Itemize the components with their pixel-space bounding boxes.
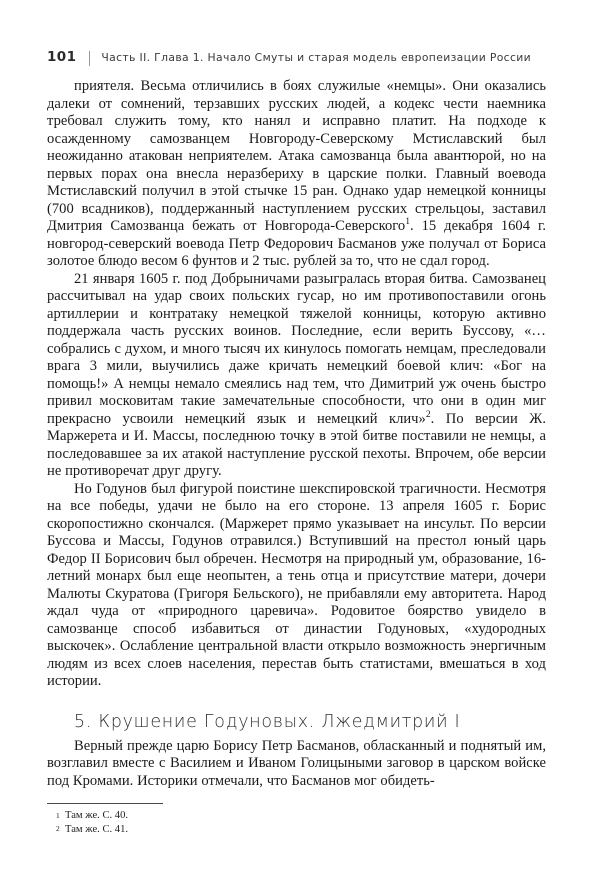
footnote-item [47, 809, 546, 823]
paragraph-4: Верный прежде царю Борису Петр Басманов, обласканный и поднятый им, возглавил вместе с Василием и Иваном Голицыными заговор в царском войске под Кромами. Историки отмечали, что Басманов мог обидеть- [47, 737, 546, 789]
footnote-marker: 1 [56, 810, 60, 820]
footnote-ref-1[interactable]: 1 [405, 216, 411, 228]
text-block [47, 78, 546, 790]
paragraph-1-text: приятеля. Весьма отличились в боях служилые «немцы». Они оказались далеки от сомнений, терзавших русских людей, а кодекс чести наемника требовал служить тому, кто нанял и исправно платит. На подходе к осажденному самозванцем Новгороду-Северскому Мстиславский был неожиданно атакован неприятелем. Атака самозванца была авантюрой, но на первых порах она внесла неразбериху в царские полки. Главный воевода Мстиславский получил в этой стычке 15 ран. Однако удар немецкой конницы (700 всадников), поддержанный наступлением русских стрельцоы, заставил Дмитрия Самозванца бежать от Новгорода-Северского [47, 78, 546, 234]
running-head [47, 48, 547, 68]
paragraph-2 [47, 271, 546, 481]
footnote-ref-2[interactable]: 2 [425, 408, 431, 420]
running-head-title: Часть II. Глава 1. Начало Смуты и старая модель европеизации России [101, 50, 531, 64]
page-number: 101 [47, 49, 77, 66]
paragraph-2-text: 21 января 1605 г. под Добрыничами разыгралась вторая битва. Самозванец рассчитывал на удар своих польских гусар, но им противопоставили огонь артиллерии и контратаку немецкой тяжелой конницы, которую активно поддержала часть русских воинов. Последние, если верить Буссову, «…собрались с духом, и много тысяч их кинулось помогать немцам, преследовали врага 3 мили, выучились даже кричать немецкий боевой клич: «Бог на помощь!» А немцы немало смеялись над тем, что Димитрий уж очень быстро привил московитам такие замечательные способности, что они в один миг прекрасно усвоили немецкий язык и немецкий клич» [47, 270, 546, 427]
footnote-text: Там же. С. 41. [65, 823, 129, 835]
footnote-marker: 2 [56, 824, 60, 834]
footnote-separator-rule [47, 803, 163, 804]
section-heading: 5. Крушение Годуновых. Лжедмитрий I [74, 711, 461, 732]
paragraph-1 [47, 78, 546, 271]
running-head-divider [89, 51, 90, 66]
paragraph-3: Но Годунов был фигурой поистине шекспировской трагичности. Несмотря на все победы, удачи не было на его стороне. 13 апреля 1605 г. Борис скоропостижно скончался. (Маржерет прямо указывает на инсульт. По версии Буссова и Массы, Годунов отравился.) Вступивший на престол юный царь Федор II Борисович был обречен. Несмотря на природный ум, образование, 16-летний монарх был еще неопытен, а тень отца и присутствие матери, дочери Малюты Скуратова (Григоря Бельского), не прибавляли ему авторитета. Народ ждал чуда от «природного царевича». Родовитое боярство увидело в самозванце способ избавиться от династии Годуновых, «худородных выскочек». Ослабление центральной власти открыло возможность энергичным людям из всех слоев населения, перестав быть статистами, вмешаться в ход истории. [47, 480, 546, 689]
paragraph-2-tail: . По версии Ж. Маржерета и И. Массы, последнюю точку в этой битве поставили не немцы, а последовавшее за их атакой наступление русской пехоты. Впрочем, обе версии не противоречат друг другу. [47, 410, 546, 479]
paragraph-1-tail: . 15 декабря 1604 г. новгород-северский воевода Петр Федорович Басманов уже получал от Бориса золотое блюдо весом 6 фунтов и 2 тыс. рублей за то, что не сдал город. [47, 218, 546, 269]
footnote-area [47, 803, 546, 836]
footnote-text: Там же. С. 40. [65, 810, 129, 821]
footnote-item [47, 823, 546, 837]
section-spacer-top [47, 691, 546, 710]
